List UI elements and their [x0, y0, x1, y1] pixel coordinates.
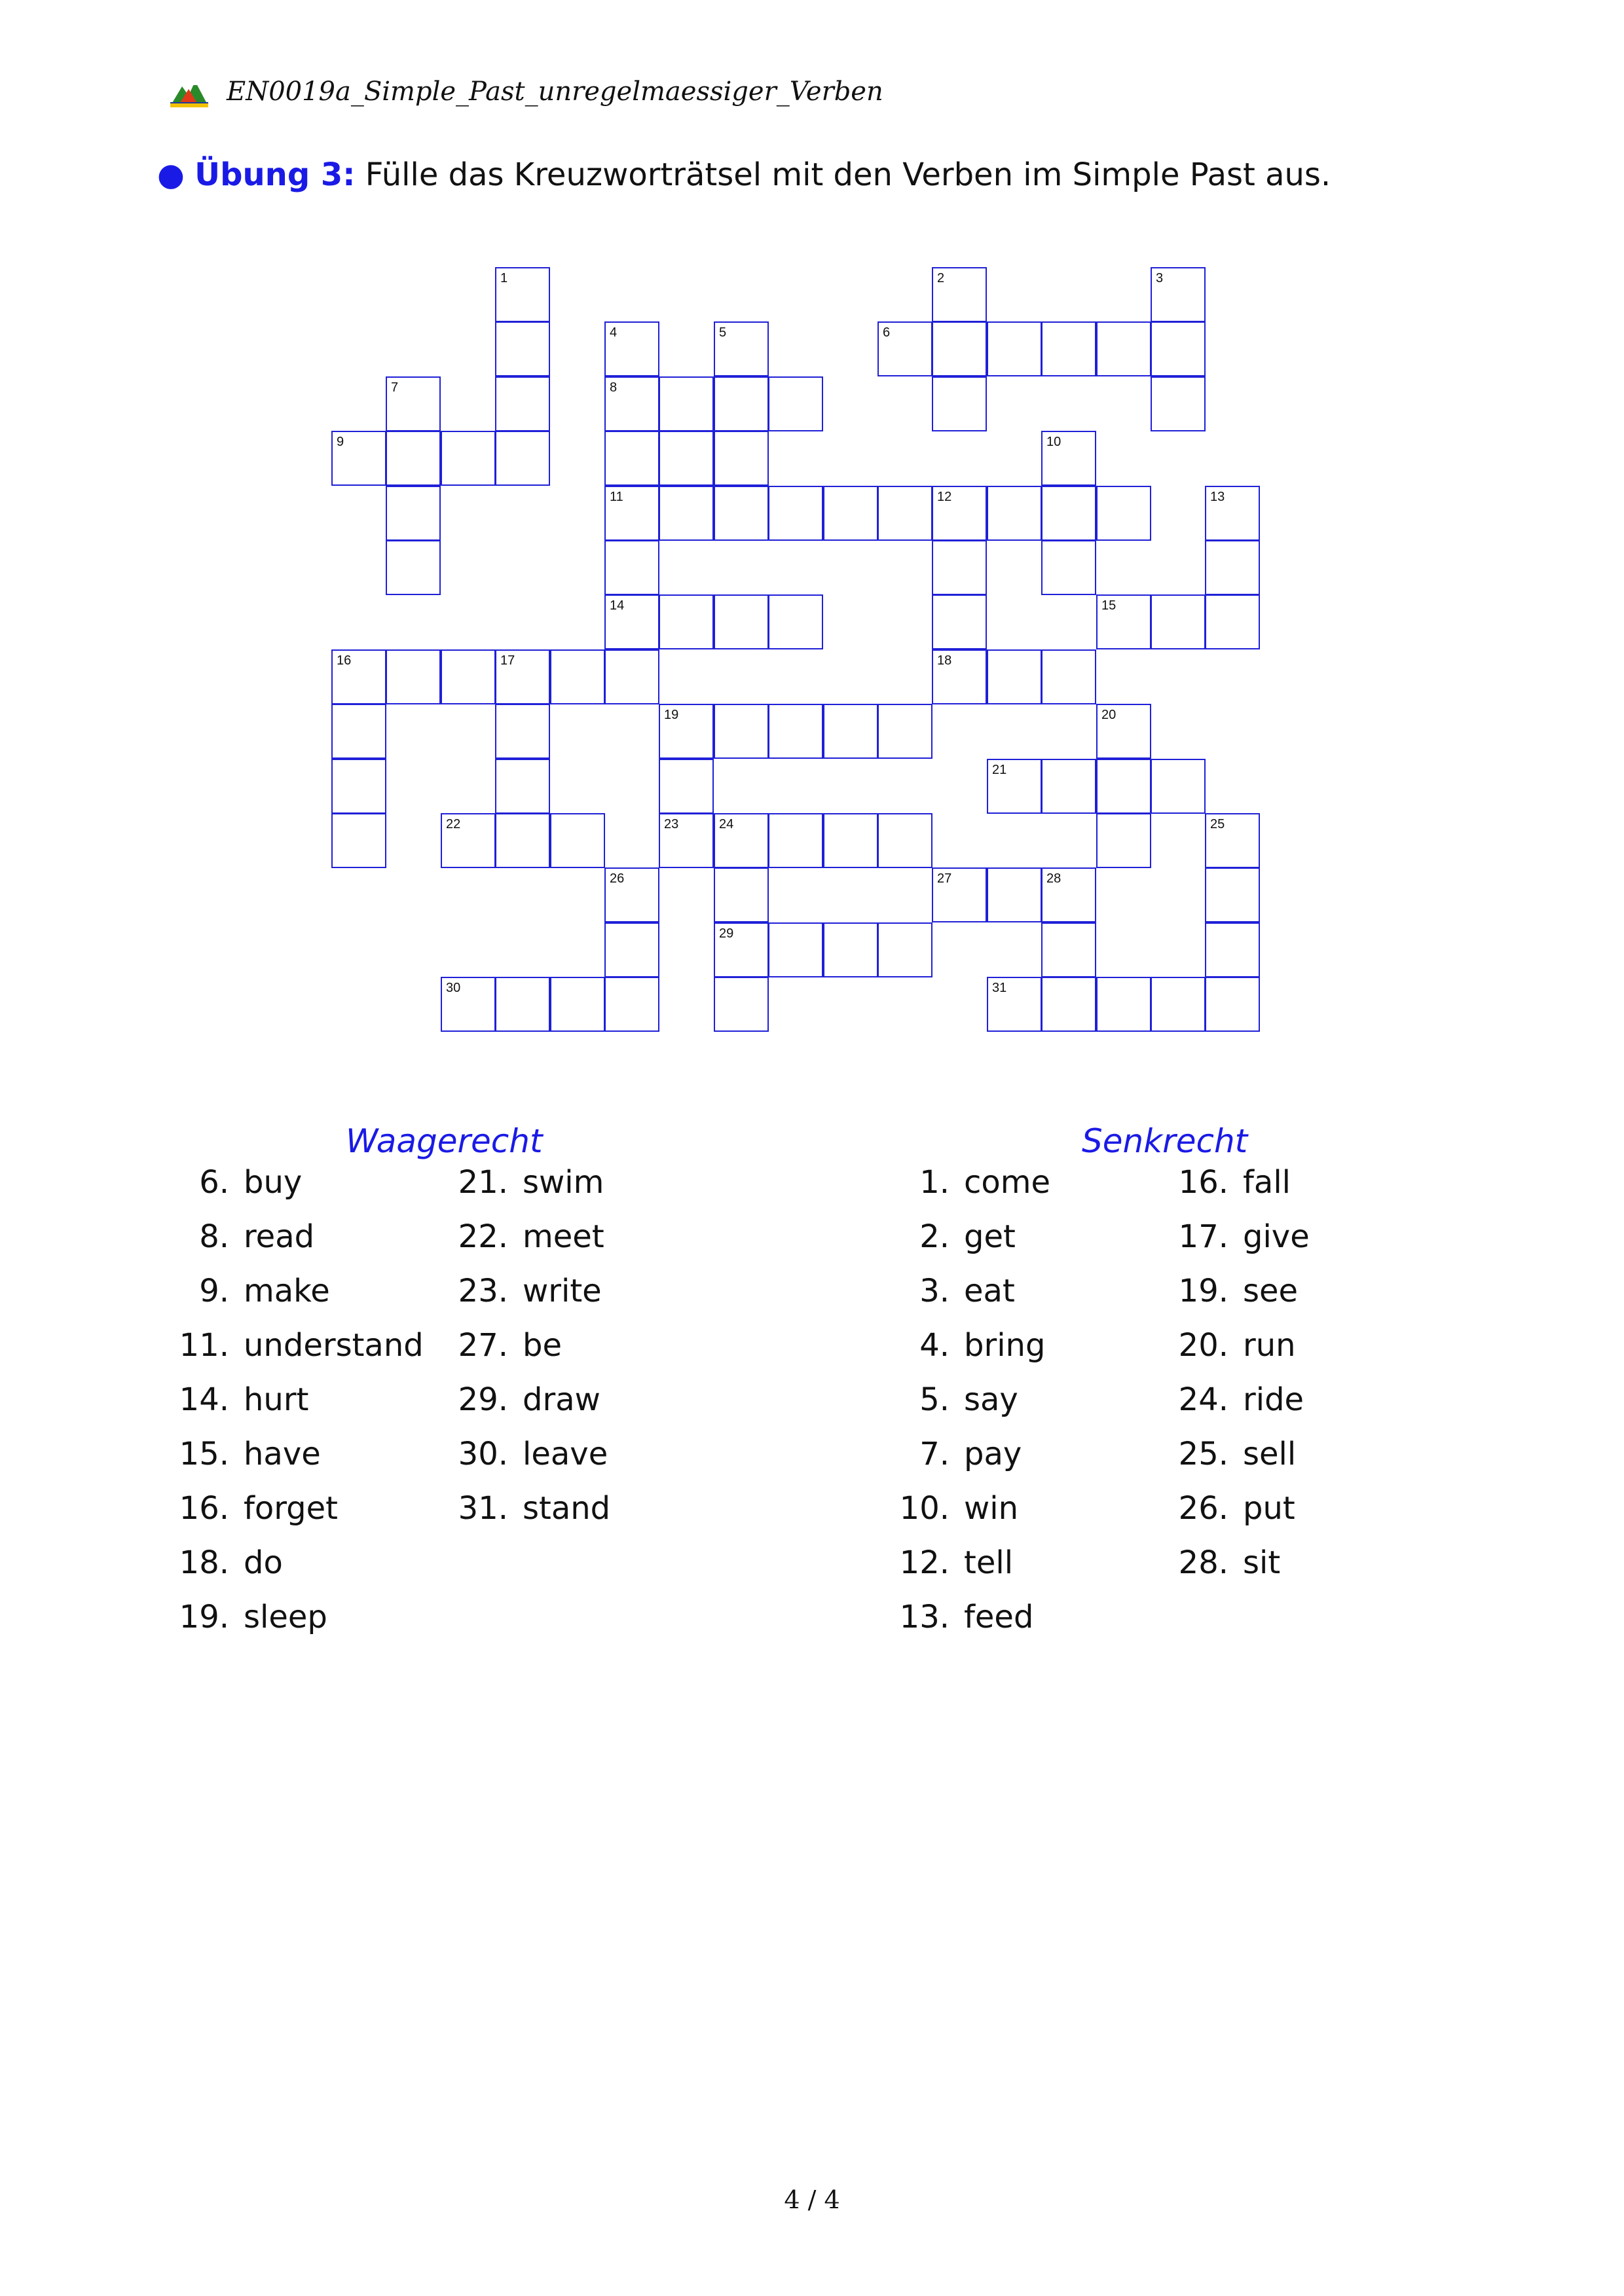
clue-number: 24. [1178, 1381, 1228, 1418]
clue-number: 10. [899, 1490, 950, 1527]
crossword-cell[interactable] [768, 376, 823, 431]
crossword-cell[interactable] [659, 759, 714, 814]
clue-word: get [964, 1218, 1016, 1255]
clue-word: fall [1243, 1164, 1291, 1201]
clue-word: understand [244, 1327, 424, 1364]
crossword-cell[interactable] [604, 540, 659, 595]
across-heading: Waagerecht [346, 1122, 543, 1160]
clue-number: 13. [899, 1599, 950, 1635]
crossword-cell[interactable] [1096, 759, 1151, 814]
clue-word: meet [523, 1218, 604, 1255]
crossword-cell[interactable] [714, 486, 769, 541]
crossword-cell[interactable] [1151, 376, 1206, 431]
crossword-cell[interactable] [987, 486, 1042, 541]
clue-number: 23. [458, 1273, 508, 1309]
across-clue [164, 1216, 314, 1258]
crossword-cell[interactable] [932, 486, 987, 541]
crossword-cell[interactable] [932, 376, 987, 431]
clue-word: bring [964, 1327, 1046, 1364]
down-clue [884, 1542, 1013, 1584]
crossword-cell[interactable] [987, 649, 1042, 704]
crossword-cell[interactable] [1041, 649, 1096, 704]
crossword-cell[interactable] [768, 704, 823, 759]
crossword-cell[interactable] [714, 321, 769, 376]
clue-number: 21. [458, 1164, 508, 1201]
across-clue [164, 1324, 424, 1366]
down-clue [1163, 1270, 1298, 1312]
crossword-cell[interactable] [932, 540, 987, 595]
cell-number: 26 [610, 871, 625, 886]
crossword-cell[interactable] [495, 431, 550, 486]
clue-number: 8. [199, 1218, 229, 1255]
crossword-cell[interactable] [1096, 813, 1151, 868]
crossword-cell[interactable] [987, 867, 1042, 922]
crossword-cell[interactable] [659, 594, 714, 649]
crossword-cell[interactable] [1041, 759, 1096, 814]
down-clue [1163, 1161, 1291, 1203]
cell-number: 29 [719, 926, 734, 941]
clue-number: 15. [179, 1436, 229, 1472]
across-clue [443, 1216, 604, 1258]
clue-word: see [1243, 1273, 1299, 1309]
clue-number: 29. [458, 1381, 508, 1418]
crossword-cell[interactable] [1096, 594, 1151, 649]
cell-number: 30 [446, 981, 461, 995]
clue-number: 7. [919, 1436, 950, 1472]
crossword-cell[interactable] [877, 321, 932, 376]
across-clue [443, 1379, 600, 1421]
crossword-cell[interactable] [714, 431, 769, 486]
clue-word: come [964, 1164, 1051, 1201]
crossword-cell[interactable] [331, 649, 386, 704]
document-title: EN0019a_Simple_Past_unregelmaessiger_Verben [227, 77, 883, 107]
down-clue [1163, 1379, 1304, 1421]
down-clue [1163, 1487, 1295, 1529]
clue-number: 27. [458, 1327, 508, 1364]
clue-number: 25. [1178, 1436, 1228, 1472]
clue-number: 31. [458, 1490, 508, 1527]
clue-word: feed [964, 1599, 1034, 1635]
cell-number: 14 [610, 598, 625, 613]
crossword-cell[interactable] [932, 321, 987, 376]
across-clue [164, 1379, 308, 1421]
crossword-cell[interactable] [823, 922, 878, 977]
crossword-cell[interactable] [877, 922, 932, 977]
cell-number: 9 [337, 435, 344, 449]
crossword-cell[interactable] [714, 867, 769, 922]
crossword-cell[interactable] [932, 649, 987, 704]
crossword-cell[interactable] [1205, 813, 1260, 868]
cell-number: 25 [1210, 817, 1225, 831]
crossword-cell[interactable] [1096, 977, 1151, 1032]
crossword-cell[interactable] [495, 649, 550, 704]
crossword-cell[interactable] [495, 704, 550, 759]
cell-number: 31 [992, 981, 1007, 995]
clue-word: tell [964, 1544, 1014, 1581]
crossword-cell[interactable] [1151, 267, 1206, 322]
down-clue [884, 1216, 1016, 1258]
cell-number: 22 [446, 817, 461, 831]
crossword-cell[interactable] [604, 867, 659, 922]
cell-number: 20 [1101, 708, 1116, 722]
clue-number: 6. [199, 1164, 229, 1201]
across-clue [164, 1270, 330, 1312]
cell-number: 16 [337, 653, 352, 668]
cell-number: 28 [1046, 871, 1061, 886]
crossword-grid [0, 0, 1624, 1048]
cell-number: 19 [664, 708, 679, 722]
crossword-cell[interactable] [386, 376, 441, 431]
clue-number: 3. [919, 1273, 950, 1309]
crossword-cell[interactable] [714, 704, 769, 759]
cell-number: 2 [937, 271, 945, 285]
crossword-cell[interactable] [331, 431, 386, 486]
clue-number: 5. [919, 1381, 950, 1418]
crossword-cell[interactable] [1041, 321, 1096, 376]
crossword-cell[interactable] [768, 922, 823, 977]
clue-word: swim [523, 1164, 604, 1201]
crossword-cell[interactable] [604, 977, 659, 1032]
crossword-cell[interactable] [823, 813, 878, 868]
crossword-cell[interactable] [714, 977, 769, 1032]
crossword-cell[interactable] [604, 486, 659, 541]
clue-word: do [244, 1544, 283, 1581]
crossword-cell[interactable] [659, 486, 714, 541]
crossword-cell[interactable] [495, 321, 550, 376]
crossword-cell[interactable] [331, 704, 386, 759]
clue-number: 18. [179, 1544, 229, 1581]
crossword-cell[interactable] [1041, 977, 1096, 1032]
across-clue [164, 1161, 302, 1203]
crossword-cell[interactable] [932, 594, 987, 649]
across-clue [164, 1487, 338, 1529]
clue-number: 16. [179, 1490, 229, 1527]
clue-number: 30. [458, 1436, 508, 1472]
crossword-cell[interactable] [823, 486, 878, 541]
bullet-icon: ● [157, 156, 185, 193]
clue-word: give [1243, 1218, 1310, 1255]
cell-number: 7 [391, 380, 399, 395]
down-clue [1163, 1542, 1280, 1584]
crossword-cell[interactable] [659, 813, 714, 868]
crossword-cell[interactable] [441, 431, 496, 486]
clue-word: make [244, 1273, 330, 1309]
crossword-cell[interactable] [987, 321, 1042, 376]
crossword-cell[interactable] [1041, 431, 1096, 486]
page-number: 4 / 4 [784, 2185, 840, 2214]
crossword-cell[interactable] [331, 759, 386, 814]
crossword-cell[interactable] [714, 922, 769, 977]
clue-word: read [244, 1218, 315, 1255]
crossword-cell[interactable] [1096, 704, 1151, 759]
clue-number: 20. [1178, 1327, 1228, 1364]
clue-word: be [523, 1327, 562, 1364]
crossword-cell[interactable] [1151, 977, 1206, 1032]
crossword-cell[interactable] [604, 321, 659, 376]
clue-number: 16. [1178, 1164, 1228, 1201]
crossword-cell[interactable] [1205, 977, 1260, 1032]
crossword-cell[interactable] [768, 813, 823, 868]
crossword-cell[interactable] [1151, 321, 1206, 376]
clue-number: 9. [199, 1273, 229, 1309]
crossword-cell[interactable] [386, 649, 441, 704]
crossword-cell[interactable] [441, 813, 496, 868]
down-clue [884, 1161, 1050, 1203]
crossword-cell[interactable] [495, 813, 550, 868]
clue-number: 12. [899, 1544, 950, 1581]
crossword-cell[interactable] [1151, 759, 1206, 814]
crossword-cell[interactable] [604, 649, 659, 704]
across-clue [443, 1433, 608, 1475]
crossword-cell[interactable] [1041, 486, 1096, 541]
cell-number: 5 [719, 325, 727, 340]
across-clue [443, 1487, 610, 1529]
down-clue [884, 1379, 1018, 1421]
across-clue [164, 1433, 321, 1475]
exercise-text: Fülle das Kreuzworträtsel mit den Verben im Simple Past aus. [355, 156, 1331, 193]
clue-word: hurt [244, 1381, 309, 1418]
across-clue [164, 1596, 327, 1638]
clue-number: 17. [1178, 1218, 1228, 1255]
down-clue [884, 1596, 1033, 1638]
crossword-cell[interactable] [1041, 867, 1096, 922]
crossword-cell[interactable] [495, 267, 550, 322]
crossword-cell[interactable] [1205, 540, 1260, 595]
clue-number: 4. [919, 1327, 950, 1364]
crossword-cell[interactable] [659, 431, 714, 486]
down-clue [884, 1270, 1015, 1312]
crossword-cell[interactable] [987, 759, 1042, 814]
crossword-cell[interactable] [386, 486, 441, 541]
cell-number: 10 [1046, 435, 1061, 449]
cell-number: 11 [610, 490, 623, 504]
crossword-cell[interactable] [1205, 486, 1260, 541]
down-clue [884, 1487, 1018, 1529]
cell-number: 17 [500, 653, 515, 668]
crossword-cell[interactable] [550, 813, 605, 868]
clue-word: have [244, 1436, 321, 1472]
cell-number: 3 [1156, 271, 1164, 285]
crossword-cell[interactable] [604, 922, 659, 977]
clue-word: put [1243, 1490, 1295, 1527]
cell-number: 23 [664, 817, 679, 831]
clue-word: draw [523, 1381, 600, 1418]
clue-number: 2. [919, 1218, 950, 1255]
cell-number: 18 [937, 653, 952, 668]
clue-number: 19. [1178, 1273, 1228, 1309]
clue-word: sell [1243, 1436, 1297, 1472]
crossword-cell[interactable] [386, 431, 441, 486]
crossword-cell[interactable] [659, 376, 714, 431]
cell-number: 6 [883, 325, 891, 340]
crossword-cell[interactable] [495, 376, 550, 431]
clue-word: write [523, 1273, 602, 1309]
clue-word: forget [244, 1490, 338, 1527]
cell-number: 21 [992, 763, 1007, 777]
crossword-cell[interactable] [768, 486, 823, 541]
crossword-cell[interactable] [1205, 922, 1260, 977]
crossword-cell[interactable] [714, 813, 769, 868]
down-clue [1163, 1433, 1296, 1475]
clue-number: 22. [458, 1218, 508, 1255]
crossword-cell[interactable] [823, 704, 878, 759]
crossword-cell[interactable] [877, 486, 932, 541]
crossword-cell[interactable] [877, 813, 932, 868]
cell-number: 4 [610, 325, 618, 340]
crossword-cell[interactable] [1041, 922, 1096, 977]
down-clue [884, 1324, 1045, 1366]
crossword-cell[interactable] [495, 977, 550, 1032]
crossword-cell[interactable] [714, 594, 769, 649]
cell-number: 8 [610, 380, 618, 395]
clue-number: 14. [179, 1381, 229, 1418]
cell-number: 27 [937, 871, 952, 886]
crossword-cell[interactable] [714, 376, 769, 431]
crossword-cell[interactable] [550, 649, 605, 704]
crossword-cell[interactable] [659, 704, 714, 759]
clue-number: 1. [919, 1164, 950, 1201]
crossword-cell[interactable] [1151, 594, 1206, 649]
clue-word: eat [964, 1273, 1015, 1309]
clue-word: pay [964, 1436, 1022, 1472]
crossword-cell[interactable] [1205, 594, 1260, 649]
cell-number: 1 [500, 271, 508, 285]
across-clue [164, 1542, 283, 1584]
crossword-cell[interactable] [441, 977, 496, 1032]
crossword-cell[interactable] [495, 759, 550, 814]
down-clue [1163, 1216, 1310, 1258]
clue-word: sit [1243, 1544, 1281, 1581]
crossword-cell[interactable] [386, 540, 441, 595]
crossword-cell[interactable] [932, 867, 987, 922]
across-clue [443, 1270, 602, 1312]
across-clue [443, 1324, 562, 1366]
clue-number: 19. [179, 1599, 229, 1635]
clue-number: 26. [1178, 1490, 1228, 1527]
clue-word: stand [523, 1490, 611, 1527]
clue-word: run [1243, 1327, 1296, 1364]
down-heading: Senkrecht [1082, 1122, 1248, 1160]
clue-word: ride [1243, 1381, 1304, 1418]
crossword-cell[interactable] [932, 267, 987, 322]
crossword-cell[interactable] [604, 594, 659, 649]
clue-word: sleep [244, 1599, 327, 1635]
clue-word: win [964, 1490, 1019, 1527]
crossword-cell[interactable] [877, 704, 932, 759]
crossword-cell[interactable] [604, 431, 659, 486]
crossword-cell[interactable] [441, 649, 496, 704]
clue-word: leave [523, 1436, 608, 1472]
cell-number: 12 [937, 490, 952, 504]
clue-word: buy [244, 1164, 303, 1201]
crossword-cell[interactable] [1096, 486, 1151, 541]
down-clue [1163, 1324, 1296, 1366]
crossword-cell[interactable] [1041, 540, 1096, 595]
clue-number: 11. [179, 1327, 229, 1364]
cell-number: 15 [1101, 598, 1116, 613]
cell-number: 24 [719, 817, 734, 831]
crossword-cell[interactable] [768, 594, 823, 649]
clue-word: say [964, 1381, 1018, 1418]
crossword-cell[interactable] [1205, 867, 1260, 922]
across-clue [443, 1161, 604, 1203]
crossword-cell[interactable] [604, 376, 659, 431]
exercise-label: Übung 3: [194, 156, 356, 193]
crossword-cell[interactable] [1096, 321, 1151, 376]
down-clue [884, 1433, 1022, 1475]
crossword-cell[interactable] [331, 813, 386, 868]
crossword-cell[interactable] [550, 977, 605, 1032]
crossword-cell[interactable] [987, 977, 1042, 1032]
clue-number: 28. [1178, 1544, 1228, 1581]
cell-number: 13 [1210, 490, 1225, 504]
